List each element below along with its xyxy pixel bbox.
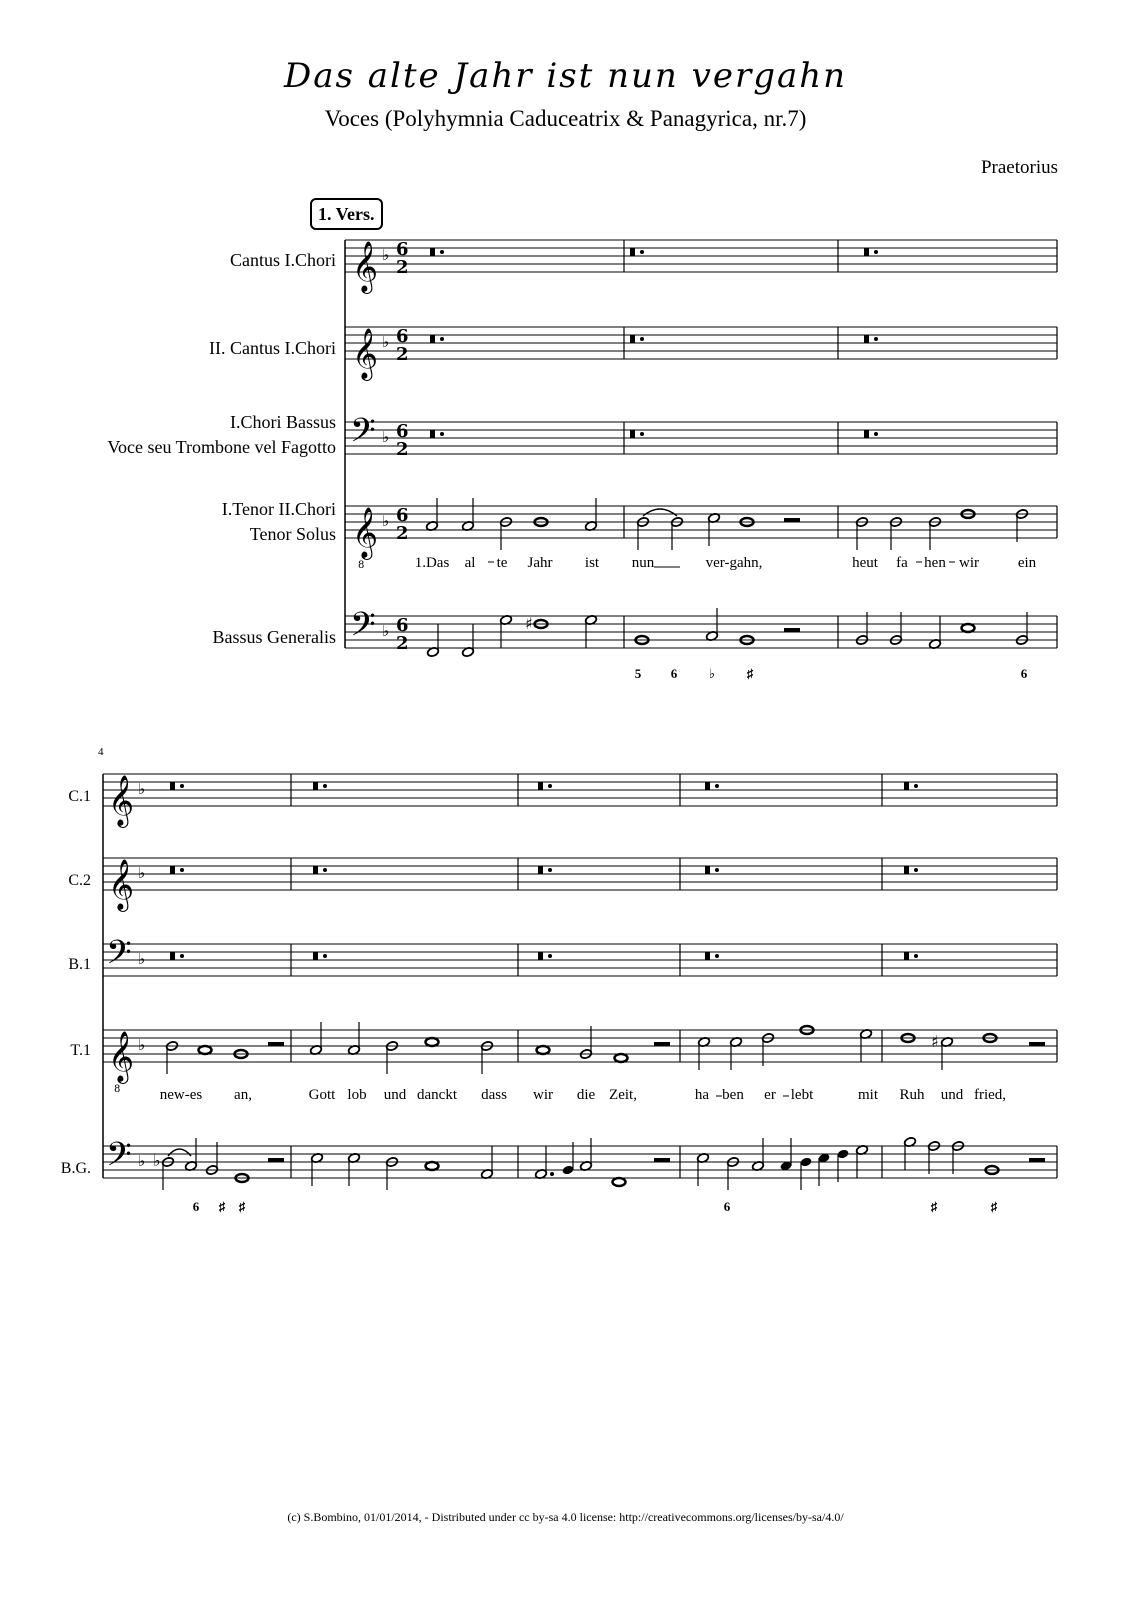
augmentation-dot xyxy=(640,250,644,254)
tie xyxy=(168,1149,191,1156)
augmentation-dot xyxy=(874,337,878,341)
part-label-b1: B.1 xyxy=(68,956,91,973)
breve-rest xyxy=(170,866,175,874)
flat-accidental: ♭ xyxy=(153,1151,161,1170)
octave-mark: 8 xyxy=(114,1084,121,1095)
breve-rest xyxy=(538,866,543,874)
key-signature-flat: ♭ xyxy=(138,864,146,882)
lyric-syllable: danckt xyxy=(417,1087,457,1103)
augmentation-dot xyxy=(715,868,719,872)
figured-bass: ♯ xyxy=(218,1199,226,1214)
time-signature-bottom: 2 xyxy=(396,257,409,278)
breve-rest xyxy=(630,248,635,256)
lyric-syllable: Ruh xyxy=(899,1087,925,1103)
augmentation-dot xyxy=(180,784,184,788)
lyric-syllable: hen xyxy=(924,555,946,571)
breve-rest xyxy=(430,335,435,343)
lyric-syllable: dass xyxy=(481,1087,507,1103)
part-label-tenor: I.Tenor II.Chori xyxy=(221,499,336,519)
breve-rest xyxy=(904,782,909,790)
treble-clef-icon: 𝄞 xyxy=(108,1031,135,1082)
lyric-syllable: al xyxy=(464,555,476,571)
lyric-syllable: er xyxy=(764,1087,776,1103)
sharp-accidental: ♯ xyxy=(931,1032,939,1051)
lyric-syllable: lebt xyxy=(790,1087,814,1103)
breve-rest xyxy=(170,952,175,960)
lyric-syllable: ha xyxy=(694,1087,710,1103)
augmentation-dot xyxy=(640,337,644,341)
bass-clef-icon: 𝄢 xyxy=(350,606,376,652)
lyric-syllable: nun xyxy=(631,555,655,571)
figured-bass: 6 xyxy=(670,666,678,681)
lyric-syllable: wir xyxy=(533,1087,553,1103)
half-rest xyxy=(654,1158,670,1162)
part-label-bassus-1-sub: Voce seu Trombone vel Fagotto xyxy=(107,437,336,457)
key-signature-flat: ♭ xyxy=(382,428,390,446)
section-mark: 1. Vers. xyxy=(310,198,383,230)
augmentation-dot xyxy=(715,784,719,788)
key-signature-flat: ♭ xyxy=(382,333,390,351)
part-label-bg: B.G. xyxy=(60,1160,91,1177)
part-label-bassus-1: I.Chori Bassus xyxy=(229,412,336,432)
lyric-syllable: Zeit, xyxy=(609,1087,637,1103)
key-signature-flat: ♭ xyxy=(382,622,390,640)
breve-rest xyxy=(705,952,710,960)
breve-rest xyxy=(313,866,318,874)
part-label-cantus-2: II. Cantus I.Chori xyxy=(209,338,336,358)
lyric-syllable: Gott xyxy=(308,1087,336,1103)
breve-rest xyxy=(430,248,435,256)
augmentation-dot xyxy=(715,954,719,958)
bass-clef-icon: 𝄢 xyxy=(106,1136,132,1182)
half-rest xyxy=(1029,1158,1045,1162)
breve-rest xyxy=(630,430,635,438)
augmentation-dot xyxy=(914,868,918,872)
breve-rest xyxy=(313,952,318,960)
time-signature-bottom: 2 xyxy=(396,439,409,460)
augmentation-dot xyxy=(440,250,444,254)
lyric-syllable: Jahr xyxy=(527,555,553,571)
time-signature-top: 6 xyxy=(396,239,409,260)
time-signature-bottom: 2 xyxy=(396,344,409,365)
whole-note xyxy=(199,1046,212,1054)
figured-bass: ♯ xyxy=(930,1199,938,1214)
key-signature-flat: ♭ xyxy=(138,950,146,968)
treble-clef-icon: 𝄞 xyxy=(108,859,135,910)
breve-rest xyxy=(430,430,435,438)
lyric-syllable: 1.Das xyxy=(414,555,450,571)
lyric-syllable: fried, xyxy=(973,1087,1007,1103)
augmentation-dot xyxy=(874,250,878,254)
augmentation-dot xyxy=(323,784,327,788)
augmentation-dot xyxy=(874,432,878,436)
score-subtitle: Voces (Polyhymnia Caduceatrix & Panagyrica, nr.7) xyxy=(324,106,807,131)
lyric-syllable: ein xyxy=(1017,555,1037,571)
breve-rest xyxy=(864,430,869,438)
part-label-tenor-sub: Tenor Solus xyxy=(249,524,336,544)
augmentation-dot xyxy=(548,954,552,958)
figured-bass: 6 xyxy=(192,1199,200,1214)
augmentation-dot xyxy=(548,868,552,872)
lyric-syllable: heut xyxy=(852,555,878,571)
bass-clef-icon: 𝄢 xyxy=(106,934,132,980)
augmentation-dot xyxy=(914,954,918,958)
half-rest xyxy=(654,1042,670,1046)
augmentation-dot xyxy=(440,432,444,436)
time-signature-top: 6 xyxy=(396,326,409,347)
lyric-syllable: lob xyxy=(347,1087,367,1103)
breve-rest xyxy=(705,782,710,790)
lyric-syllable: und xyxy=(940,1087,964,1103)
treble-clef-icon: 𝄞 xyxy=(352,328,379,379)
key-signature-flat: ♭ xyxy=(138,1036,146,1054)
time-signature-bottom: 2 xyxy=(396,633,409,654)
treble-clef-icon: 𝄞 xyxy=(352,241,379,292)
figured-bass: ♯ xyxy=(746,666,754,681)
augmentation-dot xyxy=(180,954,184,958)
breve-rest xyxy=(864,248,869,256)
lyric-syllable: wir xyxy=(959,555,979,571)
key-signature-flat: ♭ xyxy=(138,1152,146,1170)
augmentation-dot xyxy=(640,432,644,436)
tie xyxy=(643,509,677,516)
augmentation-dot xyxy=(323,954,327,958)
time-signature-top: 6 xyxy=(396,421,409,442)
breve-rest xyxy=(313,782,318,790)
figured-bass: ♭ xyxy=(708,666,716,681)
part-label-c2: C.2 xyxy=(68,872,91,889)
sharp-accidental: ♯ xyxy=(525,614,533,633)
whole-note xyxy=(613,1178,626,1186)
augmentation-dot xyxy=(914,784,918,788)
part-label-t1: T.1 xyxy=(70,1042,91,1059)
lyric-syllable: die xyxy=(576,1087,596,1103)
lyric-syllable: ver-gahn, xyxy=(705,555,763,571)
figured-bass: 5 xyxy=(634,666,642,681)
half-rest xyxy=(268,1042,284,1046)
half-rest xyxy=(784,628,800,632)
lyric-syllable: new-es xyxy=(159,1087,203,1103)
whole-note xyxy=(426,1162,439,1170)
part-label-cantus-1: Cantus I.Chori xyxy=(230,250,336,270)
augmentation-dot xyxy=(180,868,184,872)
breve-rest xyxy=(705,866,710,874)
time-signature-top: 6 xyxy=(396,505,409,526)
breve-rest xyxy=(538,952,543,960)
lyric-syllable: te xyxy=(496,555,508,571)
whole-note xyxy=(615,1054,628,1062)
whole-note xyxy=(426,1038,439,1046)
treble-clef-icon: 𝄞 xyxy=(108,775,135,826)
breve-rest xyxy=(904,952,909,960)
figured-bass: 6 xyxy=(723,1199,731,1214)
figured-bass: ♯ xyxy=(990,1199,998,1214)
augmentation-dot xyxy=(323,868,327,872)
treble-clef-icon: 𝄞 xyxy=(352,507,379,558)
breve-rest xyxy=(630,335,635,343)
octave-mark: 8 xyxy=(358,560,365,571)
breve-rest xyxy=(170,782,175,790)
part-label-c1: C.1 xyxy=(68,788,91,805)
half-rest xyxy=(268,1158,284,1162)
time-signature-top: 6 xyxy=(396,615,409,636)
half-rest xyxy=(784,518,800,522)
augmentation-dot xyxy=(440,337,444,341)
whole-note xyxy=(537,1046,550,1054)
score-title: Das alte Jahr ist nun vergahn xyxy=(283,56,848,96)
key-signature-flat: ♭ xyxy=(382,512,390,530)
breve-rest xyxy=(904,866,909,874)
lyric-syllable: und xyxy=(383,1087,407,1103)
figured-bass: 6 xyxy=(1020,666,1028,681)
half-rest xyxy=(1029,1042,1045,1046)
bass-clef-icon: 𝄢 xyxy=(350,412,376,458)
breve-rest xyxy=(538,782,543,790)
lyric-syllable: an, xyxy=(234,1087,252,1103)
augmentation-dot xyxy=(550,1172,554,1176)
measure-number: 4 xyxy=(98,746,104,758)
figured-bass: ♯ xyxy=(238,1199,246,1214)
breve-rest xyxy=(864,335,869,343)
lyric-syllable: mit xyxy=(857,1087,879,1103)
composer-name: Praetorius xyxy=(980,157,1058,178)
key-signature-flat: ♭ xyxy=(382,246,390,264)
whole-note xyxy=(962,624,975,632)
lyric-syllable: fa xyxy=(896,555,908,571)
lyric-syllable: ben xyxy=(722,1087,744,1103)
part-label-bassus-generalis: Bassus Generalis xyxy=(212,627,336,647)
copyright-footer: (c) S.Bombino, 01/01/2014, - Distributed under cc by-sa 4.0 license: http://creativecommons.org/licenses/by-sa/4.0/ xyxy=(287,1510,844,1524)
time-signature-bottom: 2 xyxy=(396,523,409,544)
key-signature-flat: ♭ xyxy=(138,780,146,798)
augmentation-dot xyxy=(548,784,552,788)
lyric-syllable: ist xyxy=(584,555,600,571)
